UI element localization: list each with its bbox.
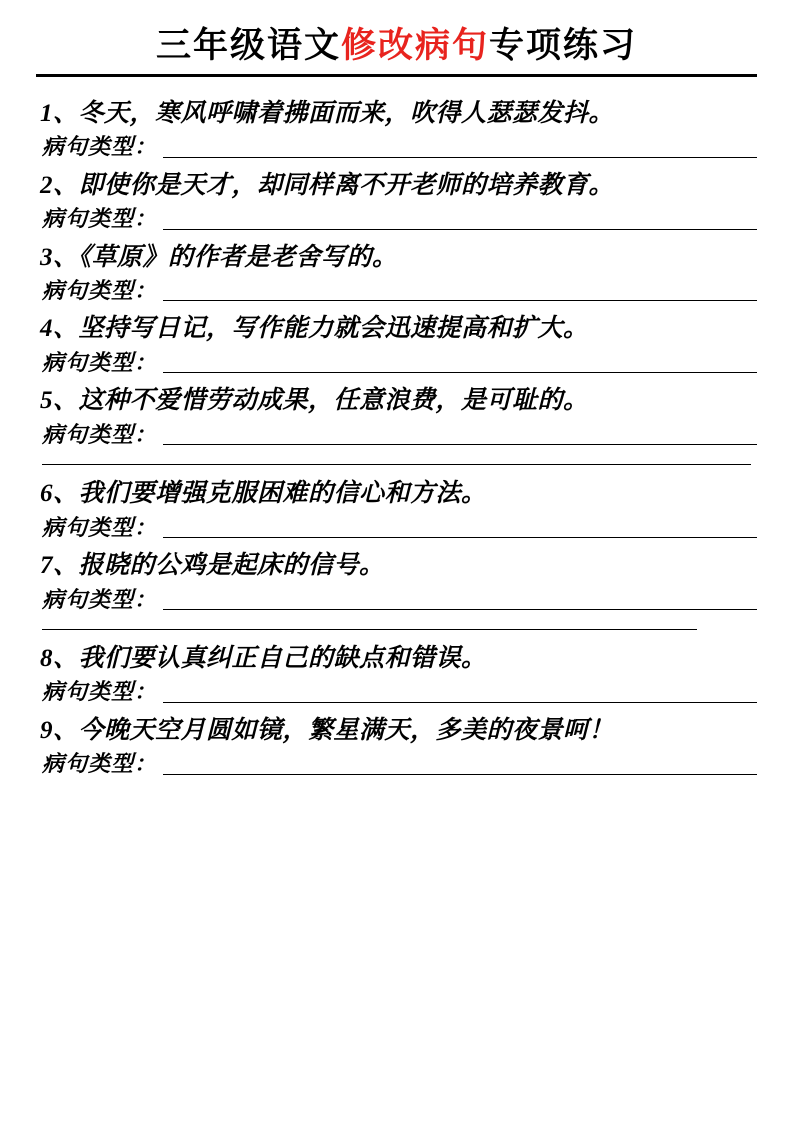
exercise-item-7 [36,547,757,613]
exercise-item-9 [36,712,757,778]
section-rule [42,629,697,630]
exercise-item-4 [36,310,757,376]
answer-row [36,278,757,304]
exercise-item-8 [36,640,757,706]
exercise-list [36,95,757,778]
answer-row [36,679,757,705]
exercise-item-1 [36,95,757,161]
answer-row [36,134,757,160]
answer-blank-input[interactable] [163,682,757,703]
exercise-item-5 [36,382,757,448]
answer-label: 病句类型： [42,278,158,304]
exercise-sentence: 7、报晓的公鸡是起床的信号。 [40,552,385,580]
exercise-sentence: 3、《草原》的作者是老舍写的。 [40,243,398,271]
answer-blank-input[interactable] [163,754,757,775]
answer-row [36,587,757,613]
answer-row [36,422,757,448]
answer-blank-input[interactable] [163,137,757,158]
page-title-accent: 修改病句 [340,26,489,65]
answer-row [36,206,757,232]
exercise-item-2 [36,167,757,233]
answer-row [36,515,757,541]
exercise-sentence: 8、我们要认真纠正自己的缺点和错误。 [40,644,487,672]
answer-label: 病句类型： [42,421,158,447]
section-rule [42,464,751,465]
answer-blank-input[interactable] [163,209,757,230]
answer-label: 病句类型： [42,514,158,540]
answer-label: 病句类型： [42,586,158,612]
answer-blank-input[interactable] [163,589,757,610]
answer-label: 病句类型： [42,679,158,705]
exercise-sentence: 4、坚持写日记，写作能力就会迅速提高和扩大。 [40,315,589,343]
answer-blank-input[interactable] [163,280,757,301]
title-divider [36,74,757,77]
title-block [36,0,757,77]
exercise-sentence: 1、冬天，寒风呼啸着拂面而来，吹得人瑟瑟发抖。 [40,99,615,127]
page-title-before: 三年级语文 [155,26,341,65]
exercise-item-3 [36,239,757,305]
answer-blank-input[interactable] [163,517,757,538]
answer-label: 病句类型： [42,349,158,375]
answer-label: 病句类型： [42,751,158,777]
answer-label: 病句类型： [42,206,158,232]
exercise-sentence: 2、即使你是天才，却同样离不开老师的培养教育。 [40,171,615,199]
exercise-sentence: 6、我们要增强克服困难的信心和方法。 [40,480,487,508]
answer-row [36,350,757,376]
exercise-sentence: 5、这种不爱惜劳动成果，任意浪费，是可耻的。 [40,387,589,415]
answer-blank-input[interactable] [163,352,757,373]
answer-row [36,751,757,777]
exercise-sentence: 9、今晚天空月圆如镜，繁星满天，多美的夜景呵！ [40,716,615,744]
answer-label: 病句类型： [42,134,158,160]
exercise-item-6 [36,475,757,541]
page-title-after: 专项练习 [489,26,638,65]
page-title [36,24,757,68]
answer-blank-input[interactable] [163,424,757,445]
